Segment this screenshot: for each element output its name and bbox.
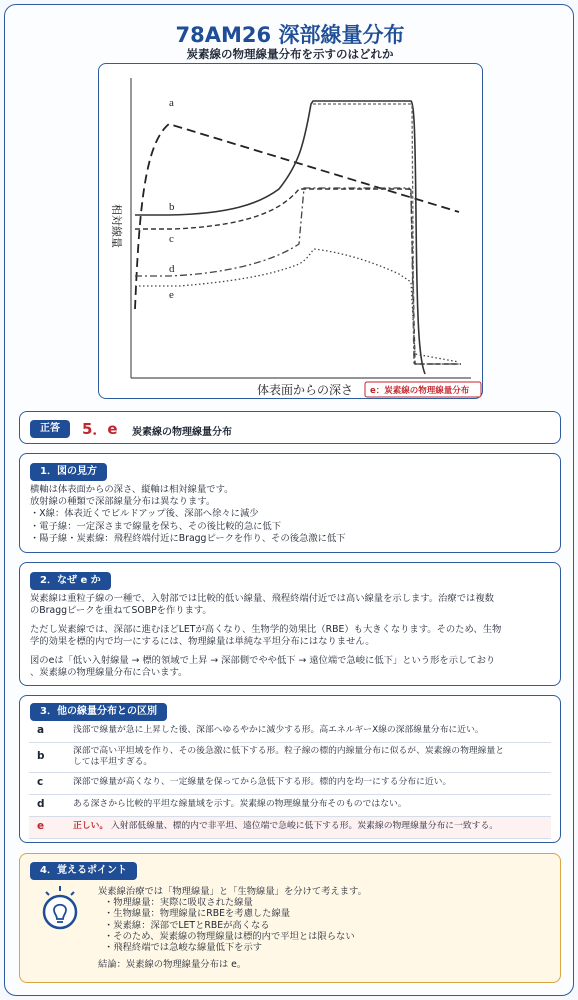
- section-why-e: [19, 562, 561, 686]
- table-row: [29, 772, 551, 794]
- answer-box: [19, 411, 561, 444]
- section2-para2: [30, 624, 501, 648]
- row-key: e: [29, 816, 69, 838]
- comparison-table: [29, 720, 551, 839]
- section-figure-reading: [19, 453, 561, 553]
- curve-plateau-edge: [313, 104, 414, 359]
- section3-heading: 3．他の線量分布との区別: [30, 703, 167, 721]
- section4-line: ・飛程終端では急峻な線量低下を示す: [104, 942, 263, 954]
- lightbulb-icon: [38, 884, 82, 936]
- curve-a: [135, 124, 459, 309]
- row-text: 浅部で線量が急に上昇した後、深部へゆるやかに減少する形。高エネルギーX線の深部線量分布に近い。: [69, 720, 551, 742]
- section4-conclusion: 結論：炭素線の物理線量分布は e。: [98, 959, 247, 971]
- curve-b: [135, 101, 425, 374]
- section2-line: 炭素線は重粒子線の一種で、入射部では比較的低い線量、飛程終端付近では高い線量を示します。治療では複数: [30, 593, 494, 604]
- section4-body: [98, 886, 367, 970]
- answer-tag: e：炭素線の物理線量分布: [370, 386, 470, 396]
- page: [4, 4, 574, 996]
- section2-heading: 2．なぜ e か: [30, 572, 111, 590]
- section4-line: ・そのため、炭素線の物理線量は標的内で平坦とは限らない: [104, 930, 355, 942]
- section2-para1: [30, 593, 494, 617]
- page-title: 78AM26 深部線量分布: [175, 23, 405, 47]
- section2-line: ただし炭素線では、深部に進むほどLETが高くなり、生物学的効果比（RBE）も大きくなります。そのため、生物: [30, 624, 502, 635]
- section4-line: ・生物線量：物理線量にRBEを考慮した線量: [104, 908, 291, 920]
- section2-para3: [30, 655, 495, 679]
- answer-badge: 正答: [30, 420, 70, 438]
- y-axis-label: 相対線量: [110, 204, 122, 248]
- curve-e: [135, 249, 459, 362]
- row-text-line: 深部で高い平坦域を作り、その後急激に低下する形。粒子線の標的内線量分布に似るが、炭素線の物理線量と: [73, 745, 505, 756]
- section2-line: 、炭素線の物理線量分布に合います。: [30, 667, 188, 679]
- answer-description: 炭素線の物理線量分布: [132, 427, 232, 438]
- row-key: a: [29, 720, 69, 742]
- dose-distribution-figure: [98, 63, 483, 399]
- answer-value: 5．e: [82, 420, 118, 438]
- table-row: [29, 794, 551, 816]
- curve-label-e: e: [169, 289, 174, 301]
- section1-line: ・X線：体表近くでビルドアップ後、深部へ徐々に減少: [30, 508, 259, 520]
- section4-line: 炭素線治療では「物理線量」と「生物線量」を分けて考えます。: [98, 886, 367, 897]
- table-row: [29, 720, 551, 742]
- section1-line: 横軸は体表面からの深さ、縦軸は相対線量です。: [30, 484, 234, 495]
- row-key: c: [29, 772, 69, 794]
- curve-label-d: d: [169, 263, 175, 275]
- correct-mark: 正しい。: [73, 821, 109, 832]
- section-key-points: [19, 853, 561, 983]
- row-text: ある深さから比較的平坦な線量域を示す。炭素線の物理線量分布そのものではない。: [69, 794, 551, 816]
- section1-heading: 1．図の見方: [30, 463, 107, 481]
- section4-heading: 4．覚えるポイント: [30, 862, 137, 880]
- dose-chart-svg: [99, 64, 484, 400]
- curve-label-a: a: [169, 97, 174, 109]
- section2-line: 学的効果を標的内で均一にするには、物理線量は単純な平坦分布にはなりません。: [30, 636, 375, 648]
- curve-label-c: c: [169, 233, 174, 245]
- row-key: b: [29, 742, 69, 772]
- row-text: [69, 816, 551, 838]
- section-comparison: [19, 695, 561, 843]
- page-subtitle: 炭素線の物理線量分布を示すのはどれか: [186, 47, 394, 61]
- row-text-rest: 入射部低線量、標的内で非平坦、遠位端で急峻に低下する形。炭素線の物理線量分布に一致する。: [111, 821, 499, 832]
- section1-line: ・電子線：一定深さまで線量を保ち、その後比較的急に低下: [30, 520, 282, 532]
- row-text: [69, 742, 551, 772]
- section4-line: ・物理線量：実際に吸収された線量: [104, 897, 253, 909]
- row-text: 深部で線量が高くなり、一定線量を保ってから急低下する形。標的内を均一にする分布に近い。: [69, 772, 551, 794]
- x-axis-label: 体表面からの深さ: [257, 383, 354, 397]
- section2-line: 図のeは「低い入射線量 → 標的領域で上昇 → 深部側でやや低下 → 遠位端で急峻に低下」という形を示しており: [30, 655, 496, 666]
- curve-label-b: b: [169, 201, 175, 213]
- section1-line: ・陽子線・炭素線：飛程終端付近にBraggピークを作り、その後急激に低下: [30, 532, 346, 544]
- section1-line: 放射線の種類で深部線量分布は異なります。: [30, 496, 216, 508]
- table-row: [29, 742, 551, 772]
- section4-line: ・炭素線：深部でLETとRBEが高くなる: [104, 919, 270, 931]
- row-text-line: しては平坦すぎる。: [73, 757, 153, 767]
- section1-body: [30, 484, 346, 545]
- row-key: d: [29, 794, 69, 816]
- table-row-correct: [29, 816, 551, 838]
- section2-line: のBraggピークを重ねてSOBPを作ります。: [30, 605, 212, 617]
